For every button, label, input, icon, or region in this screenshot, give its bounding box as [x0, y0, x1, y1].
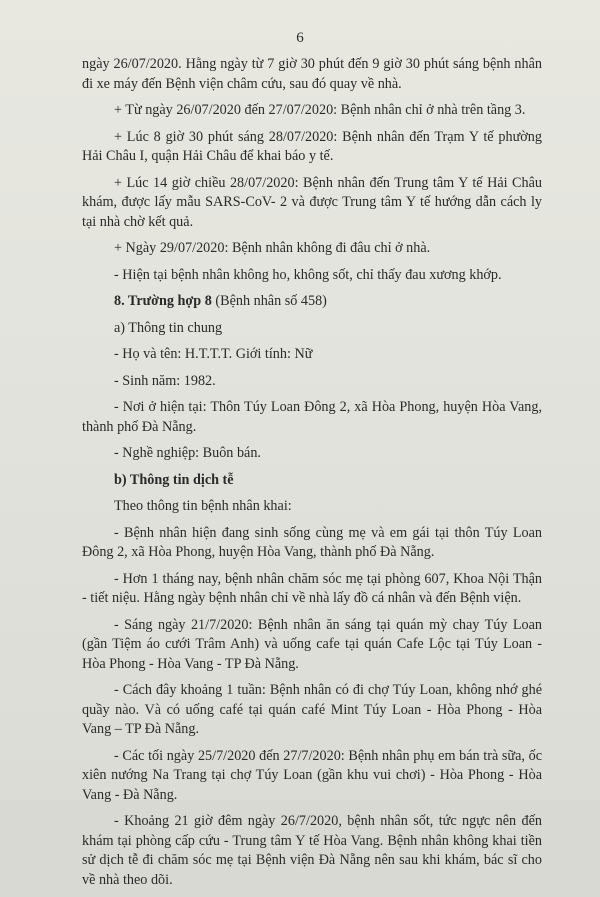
case-heading-title: 8. Trường hợp 8 — [114, 293, 212, 309]
name-gender: - Họ và tên: H.T.T.T. Giới tính: Nữ — [114, 346, 313, 362]
paragraph-3: + Lúc 8 giờ 30 phút sáng 28/07/2020: Bệnh nhân đến Trạm Y tế phường Hải Châu I, quận Hải Châu để khai báo y tế. — [82, 128, 542, 164]
paragraph-5: + Ngày 29/07/2020: Bệnh nhân không đi đâu chỉ ở nhà. — [114, 240, 431, 256]
case-heading — [82, 292, 542, 312]
current-address: - Nơi ở hiện tại: Thôn Túy Loan Đông 2, xã Hòa Phong, huyện Hòa Vang, thành phố Đà Nẵng. — [82, 399, 542, 435]
epidemiology-item-6: - Khoảng 21 giờ đêm ngày 26/7/2020, bệnh nhân sốt, tức ngực nên đến khám tại phòng cấp cứu - Trung tâm Y tế Hòa Vang. Bệnh nhân không khai tiền sử dịch tễ đi chăm sóc mẹ tại Bệnh viện Đà Nẵng nên sau khi khám, bác sĩ cho về nhà theo dõi. — [82, 813, 542, 888]
birth-year: - Sinh năm: 1982. — [114, 372, 216, 389]
general-info-heading: a) Thông tin chung — [114, 319, 223, 336]
epidemiology-item-2: - Hơn 1 tháng nay, bệnh nhân chăm sóc mẹ tại phòng 607, Khoa Nội Thận - tiết niệu. Hằng ngày bệnh nhân chỉ về nhà lấy đồ cá nhân và đến Bệnh viện. — [82, 570, 542, 606]
paragraph-1: ngày 26/07/2020. Hằng ngày từ 7 giờ 30 phút đến 9 giờ 30 phút sáng bệnh nhân đi xe máy đến Bệnh viện châm cứu, sau đó quay về nhà. — [82, 56, 542, 92]
epidemiology-item-5: - Các tối ngày 25/7/2020 đến 27/7/2020: Bệnh nhân phụ em bán trà sữa, ốc xiên nướng Na Trang tại chợ Túy Loan (gần khu vui chơi) - Hòa Phong - Hòa Vang - Đà Nẵng. — [82, 747, 542, 803]
epidemiology-item-3: - Sáng ngày 21/7/2020: Bệnh nhân ăn sáng tại quán mỳ chay Túy Loan (gần Tiệm áo cưới Trâm Anh) và uống cafe tại quán Cafe Lộc tại Túy Loan - Hòa Phong - Hòa Vang - TP Đà Nẵng. — [82, 616, 542, 672]
paragraph-2: + Từ ngày 26/07/2020 đến 27/07/2020: Bệnh nhân chỉ ở nhà trên tầng 3. — [114, 102, 526, 118]
epidemiology-heading — [82, 471, 542, 491]
paragraph-4: + Lúc 14 giờ chiều 28/07/2020: Bệnh nhân đến Trung tâm Y tế Hải Châu khám, được lấy mẫu SARS-CoV- 2 và được Trung tâm Y tế hướng dẫn cách ly tại nhà chờ kết quả. — [82, 174, 542, 230]
paragraph-6: - Hiện tại bệnh nhân không ho, không sốt, chỉ thấy đau xương khớp. — [114, 266, 502, 283]
epidemiology-item-1: - Bệnh nhân hiện đang sinh sống cùng mẹ và em gái tại thôn Túy Loan Đông 2, xã Hòa Phong, huyện Hòa Vang, thành phố Đà Nẵng. — [82, 524, 542, 560]
epidemiology-title: b) Thông tin dịch tễ — [114, 471, 234, 488]
epidemiology-item-4: - Cách đây khoảng 1 tuần: Bệnh nhân có đi chợ Túy Loan, không nhớ ghé quầy nào. Và có uống café tại quán café Mint Túy Loan - Hòa Phong - Hòa Vang – TP Đà Nẵng. — [82, 682, 542, 737]
page-number: 6 — [296, 30, 304, 46]
occupation: - Nghề nghiệp: Buôn bán. — [114, 445, 261, 461]
patient-declaration-intro: Theo thông tin bệnh nhân khai: — [114, 498, 292, 514]
document-body — [82, 55, 542, 897]
case-heading-patient: (Bệnh nhân số 458) — [211, 293, 327, 309]
